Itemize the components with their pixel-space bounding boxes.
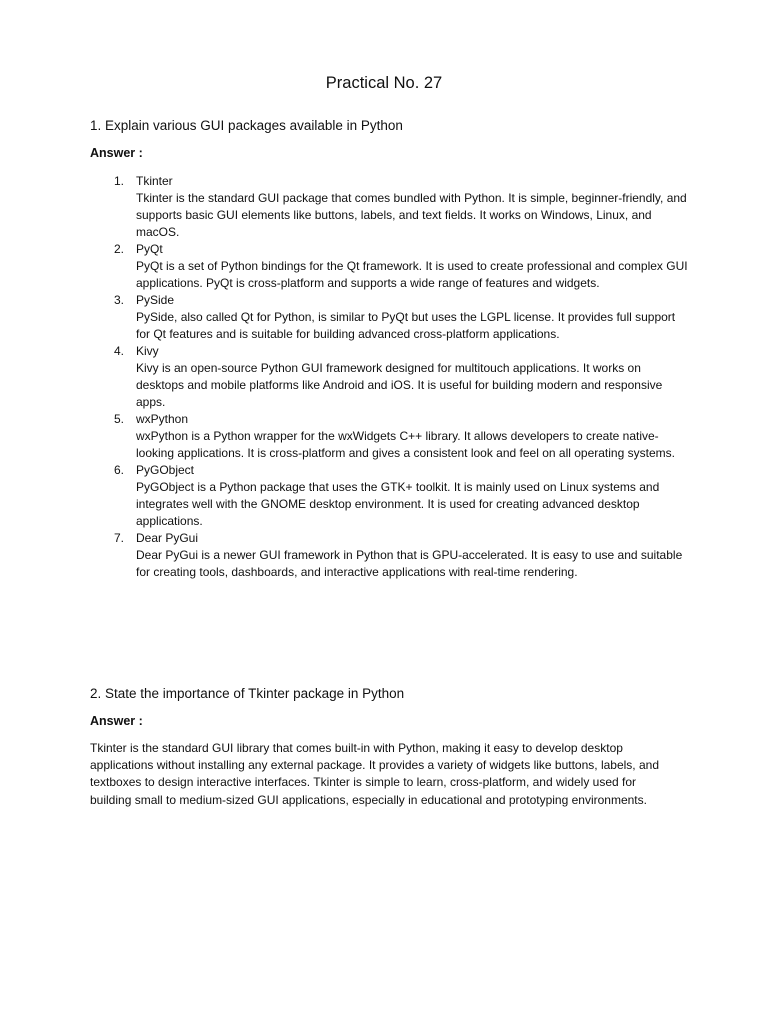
page-title: Practical No. 27 (325, 74, 443, 92)
answer-1-label: Answer : (90, 146, 143, 160)
list-item-number: 1. (114, 174, 125, 188)
answer-2-paragraph: Tkinter is the standard GUI library that comes built-in with Python, making it easy to develop desktop applications without installing any external package. It provides a variety of widgets like buttons, labels, and textboxes to design interactive interfaces. Tkinter is simple to learn, cross-platform, and widely used for building small to medium-sized GUI applications, especially in educational and prototyping environments. (90, 741, 659, 807)
list-item-number: 6. (114, 463, 125, 477)
package-name: Tkinter (136, 174, 173, 188)
package-name: wxPython (136, 412, 189, 426)
list-item-number: 5. (114, 412, 125, 426)
package-name: PySide (136, 293, 175, 307)
list-item (90, 173, 690, 241)
package-description: wxPython is a Python wrapper for the wxWidgets C++ library. It allows developers to create native-looking applications. It is cross-platform and gives a consistent look and feel on all operating systems. (136, 429, 675, 460)
answer-2-label: Answer : (90, 714, 143, 728)
package-description: PyGObject is a Python package that uses the GTK+ toolkit. It is mainly used on Linux systems and integrates well with the GNOME desktop environment. It is used for creating advanced desktop applications. (136, 480, 660, 528)
list-item (90, 411, 690, 462)
package-name: Kivy (136, 344, 159, 358)
list-item (90, 343, 690, 411)
list-item-number: 3. (114, 293, 125, 307)
list-item (90, 462, 690, 530)
list-item-number: 2. (114, 242, 125, 256)
list-item (90, 241, 690, 292)
package-description: Tkinter is the standard GUI package that comes bundled with Python. It is simple, beginner-friendly, and supports basic GUI elements like buttons, labels, and text fields. It works on Windows, Linux, and macOS. (136, 191, 687, 239)
question-2: 2. State the importance of Tkinter package in Python (90, 686, 405, 701)
question-1: 1. Explain various GUI packages available in Python (90, 118, 403, 133)
list-item (90, 292, 690, 343)
list-item (90, 530, 690, 581)
package-description: Dear PyGui is a newer GUI framework in Python that is GPU-accelerated. It is easy to use and suitable for creating tools, dashboards, and interactive applications with real-time rendering. (136, 548, 683, 579)
list-item-number: 7. (114, 531, 125, 545)
package-description: PyQt is a set of Python bindings for the Qt framework. It is used to create professional and complex GUI applications. PyQt is cross-platform and supports a wide range of features and widgets. (136, 259, 688, 290)
gui-packages-list (90, 173, 690, 581)
list-item-number: 4. (114, 344, 125, 358)
package-name: PyGObject (136, 463, 195, 477)
package-description: PySide, also called Qt for Python, is similar to PyQt but uses the LGPL license. It provides full support for Qt features and is suitable for building advanced cross-platform applications. (136, 310, 676, 341)
package-name: Dear PyGui (136, 531, 199, 545)
package-description: Kivy is an open-source Python GUI framework designed for multitouch applications. It works on desktops and mobile platforms like Android and iOS. It is useful for building modern and responsive apps. (136, 361, 663, 409)
package-name: PyQt (136, 242, 163, 256)
